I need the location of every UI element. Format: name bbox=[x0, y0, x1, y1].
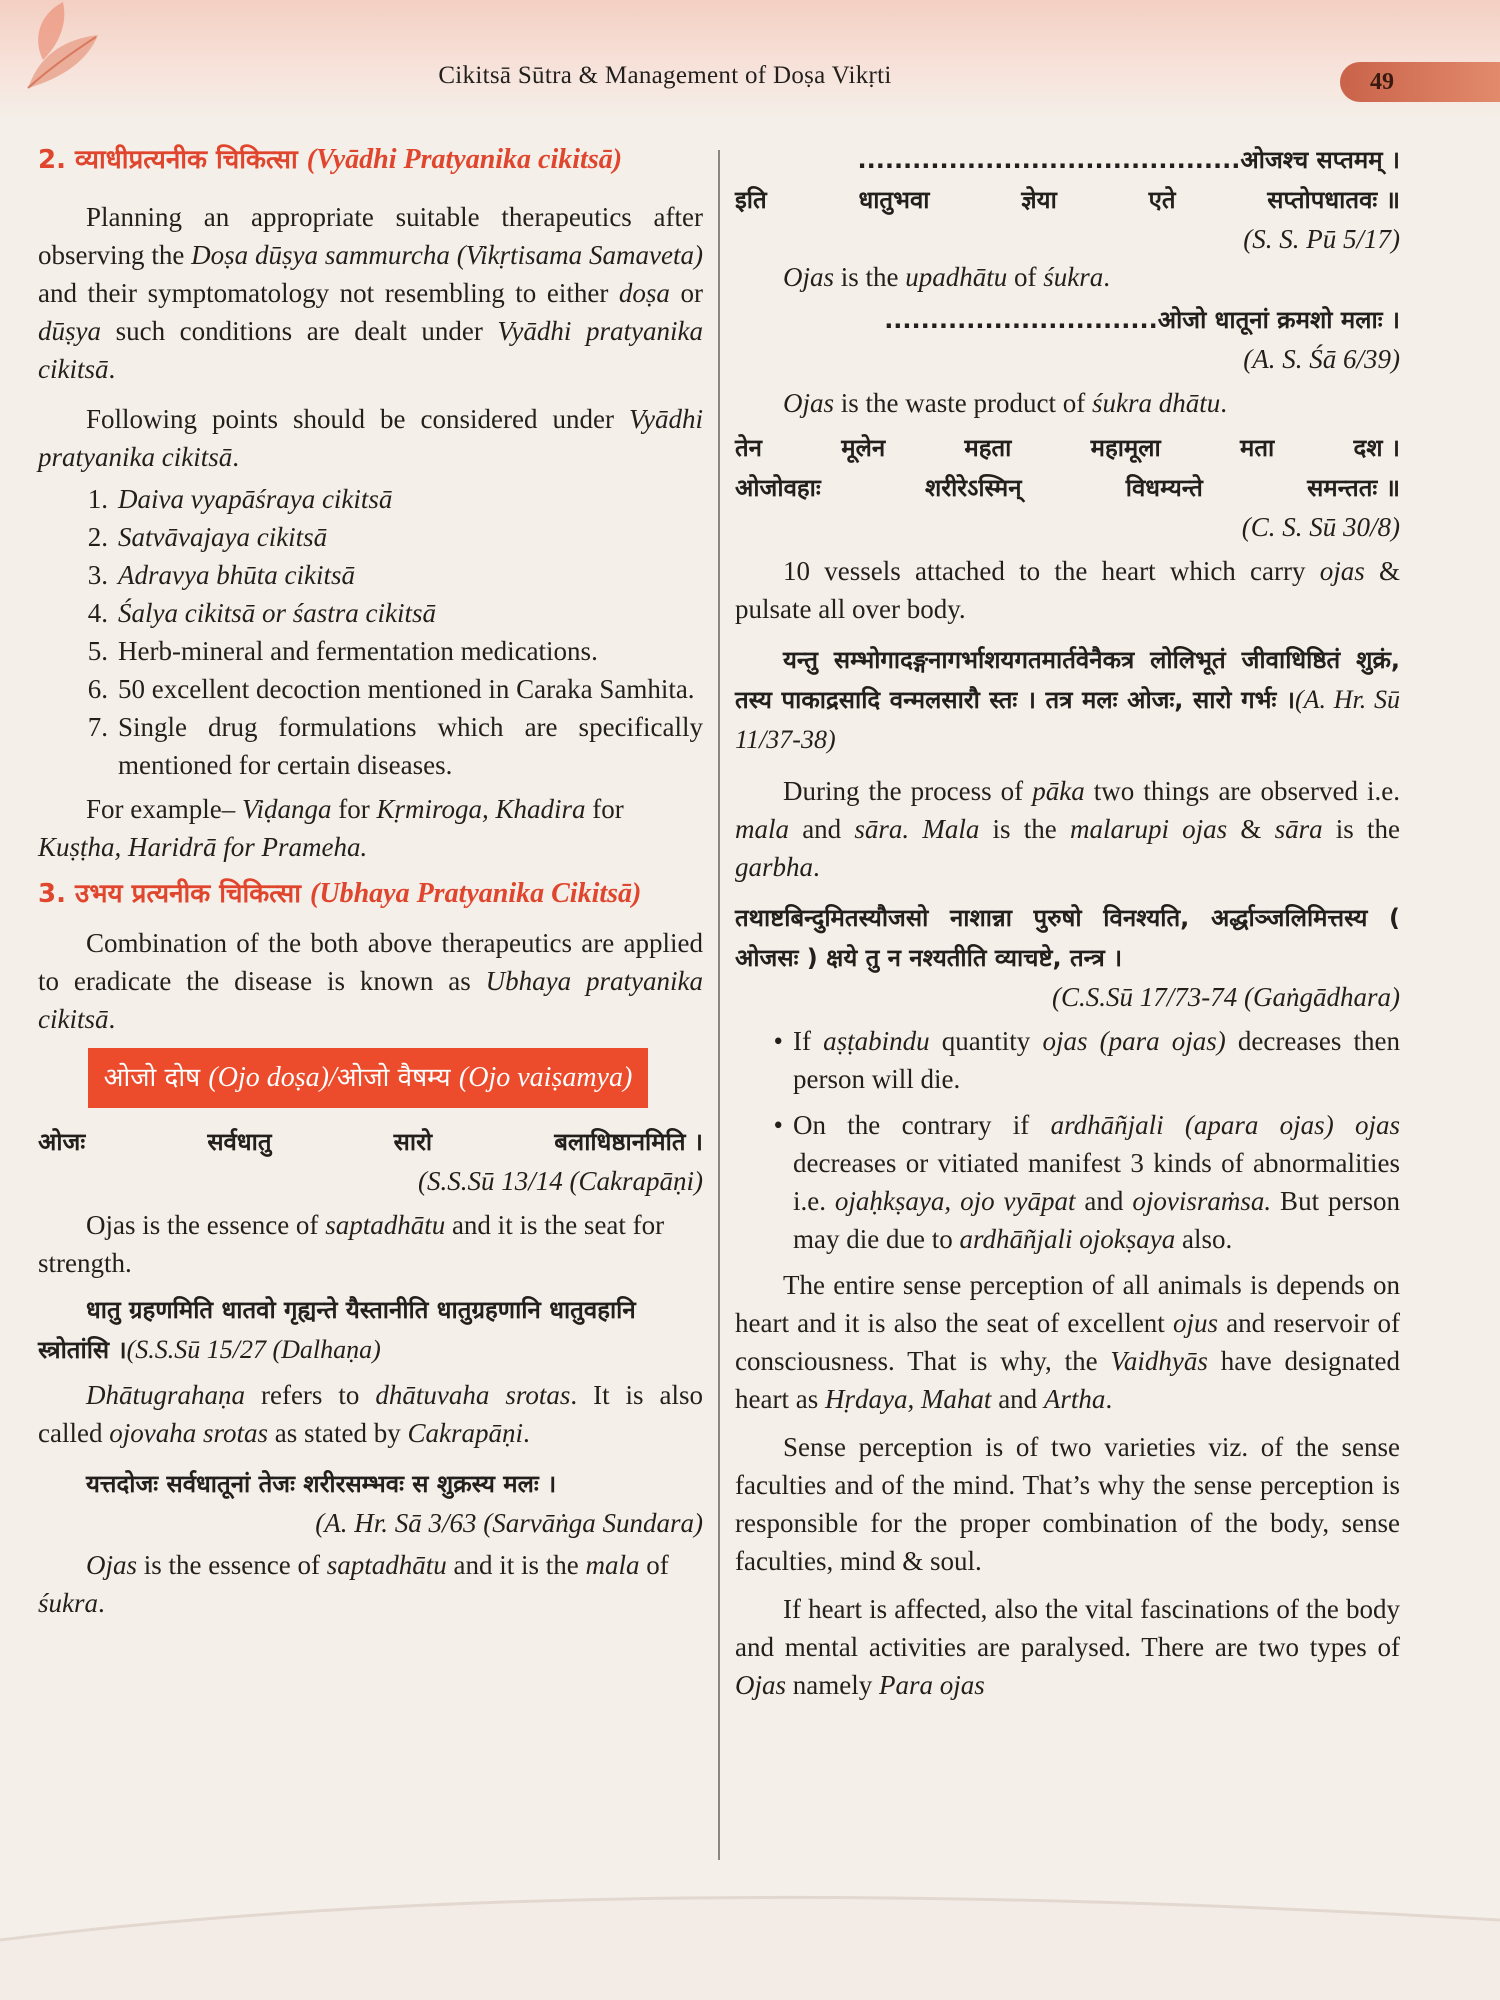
list-item: 7. Single drug formulations which are specifically mentioned for certain diseases. bbox=[87, 712, 703, 780]
list-item: 3. Adravya bhūta cikitsā bbox=[87, 560, 355, 590]
column-divider bbox=[718, 150, 720, 1860]
verse-yattadoja: यत्तदोजः सर्वधातूनां तेजः शरीरसम्भवः स शुक्रस्य मलः । bbox=[86, 1470, 557, 1498]
section-2-heading: 2. व्याधीप्रत्यनीक चिकित्सा (Vyādhi Pratyanika cikitsā) bbox=[38, 144, 623, 175]
verse-ojashca: ..........................................ओजश्च सप्तमम् । bbox=[857, 146, 1400, 174]
list-item: 5. Herb-mineral and fermentation medications. bbox=[87, 636, 598, 666]
paragraph-example: For example– Viḍanga for Kṛmiroga, Khadira for Kuṣṭha, Haridrā for Prameha. bbox=[38, 794, 624, 862]
running-title: Cikitsā Sūtra & Management of Doṣa Vikṛti bbox=[438, 62, 892, 89]
paragraph-upadhatu: Ojas is the upadhātu of śukra. bbox=[783, 262, 1111, 292]
bottom-wave-ornament bbox=[0, 1880, 1500, 2000]
verse-ref: (S.S.Sū 13/14 (Cakrapāṇi) bbox=[418, 1166, 703, 1196]
paragraph-ojas-mala: Ojas is the essence of saptadhātu and it is the mala of śukra. bbox=[38, 1550, 669, 1618]
therapy-list bbox=[38, 480, 703, 784]
paragraph-10-vessels: 10 vessels attached to the heart which carry ojas & pulsate all over body. bbox=[735, 556, 1400, 624]
paragraph-sense-varieties: Sense perception is of two varieties viz. of the sense faculties and of the mind. That’s why the sense perception is responsible for the proper combination of the body, sense faculties, mind & soul. bbox=[735, 1432, 1400, 1576]
paragraph-ojas-essence: Ojas is the essence of saptadhātu and it is the seat for strength. bbox=[38, 1210, 665, 1278]
list-item: • On the contrary if ardhāñjali (apara ojas) ojas decreases or vitiated manifest 3 kinds of abnormalities i.e. ojaḥkṣaya, ojo vyāpat and ojovisraṁsa. But person may die due to ardhāñjali ojokṣaya also. bbox=[773, 1110, 1400, 1254]
paragraph-sense-heart: The entire sense perception of all animals is depends on heart and it is also the seat of excellent ojus and reservoir of consciousness. That is why, the Vaidhyās have designated heart as Hṛdaya, Mahat and Artha. bbox=[735, 1270, 1400, 1414]
verse-yantu-sambhogad: यन्तु सम्भोगादङ्गनागर्भाशयगतमार्तवेनैकत्र लोलिभूतं जीवाधिष्ठितं शुक्रं, तस्य पाकाद्रसादि वन्मलसारौ स्तः । तत्र मलः ओजः, सारो गर्भः ।(A. Hr. Sū 11/37-38) bbox=[735, 646, 1400, 754]
list-item: 4. Śalya cikitsā or śastra cikitsā bbox=[87, 598, 436, 628]
left-column bbox=[38, 140, 703, 1622]
paragraph-paka: During the process of pāka two things are observed i.e. mala and sāra. Mala is the malarupi ojas & sāra is the garbha. bbox=[735, 776, 1400, 882]
header-band bbox=[0, 0, 1500, 120]
list-item: 6. 50 excellent decoction mentioned in Caraka Samhita. bbox=[87, 674, 695, 704]
verse-ref: (C. S. Sū 30/8) bbox=[1241, 512, 1400, 542]
verse-ojah: ओजः सर्वधातु सारो बलाधिष्ठानमिति । bbox=[38, 1128, 703, 1156]
verse-tena-mulena: तेन मूलेन महता महामूला मता दश । bbox=[735, 434, 1400, 462]
paragraph-following: Following points should be considered under Vyādhi pratyanika cikitsā. bbox=[38, 404, 703, 472]
list-item: • If aṣṭabindu quantity ojas (para ojas) decreases then person will die. bbox=[773, 1026, 1400, 1094]
paragraph-heart-affected: If heart is affected, also the vital fascinations of the body and mental activities are paralysed. There are two types of Ojas namely Para ojas bbox=[735, 1594, 1400, 1700]
verse-ojo-dhatunam: ..............................ओजो धातूनां क्रमशो मलाः । bbox=[884, 306, 1400, 334]
verse-ojovahah: ओजोवहाः शरीरेऽस्मिन् विधम्यन्ते समन्ततः ॥ bbox=[735, 474, 1400, 502]
ojo-dosa-banner: ओजो दोष (Ojo doṣa)/ओजो वैषम्य (Ojo vaiṣamya) bbox=[88, 1048, 648, 1108]
paragraph-combination: Combination of the both above therapeutics are applied to eradicate the disease is known as Ubhaya pratyanika cikitsā. bbox=[38, 928, 703, 1034]
verse-ref: (A. Hr. Sā 3/63 (Sarvāṅga Sundara) bbox=[315, 1508, 703, 1538]
verse-ref: (S. S. Pū 5/17) bbox=[1243, 224, 1400, 254]
paragraph-dhatugrahana: Dhātugrahaṇa refers to dhātuvaha srotas. It is also called ojovaha srotas as stated by Cakrapāṇi. bbox=[38, 1380, 704, 1448]
verse-tathashtabindu: तथाष्टबिन्दुमितस्यौजसो नाशान्ना पुरुषो विनश्यति, अर्द्धाञ्जलिमित्तस्य ( ओजसः ) क्षये तु न नश्यतीति व्याचष्टे, तन्त्र । bbox=[735, 904, 1400, 972]
list-item: 2. Satvāvajaya cikitsā bbox=[87, 522, 328, 552]
verse-dhatu-grahana: धातु ग्रहणमिति धातवो गृह्यन्ते यैस्तानीति धातुग्रहणानि धातुवहानि स्त्रोतांसि ।(S.S.Sū 15/27 (Dalhaṇa) bbox=[38, 1296, 636, 1364]
section-3-heading: 3. उभय प्रत्यनीक चिकित्सा (Ubhaya Pratyanika Cikitsā) bbox=[38, 878, 642, 909]
paragraph-waste-product: Ojas is the waste product of śukra dhātu. bbox=[783, 388, 1227, 418]
ojas-bullet-list bbox=[735, 1022, 1400, 1258]
list-item: 1. Daiva vyapāśraya cikitsā bbox=[87, 484, 393, 514]
verse-iti-dhatubhava: इति धातुभवा ज्ञेया एते सप्तोपधातवः ॥ bbox=[735, 186, 1400, 214]
page-number: 49 bbox=[1340, 62, 1500, 102]
verse-ref: (A. S. Śā 6/39) bbox=[1243, 344, 1400, 374]
paragraph-planning: Planning an appropriate suitable therapeutics after observing the Doṣa dūṣya sammurcha (Vikṛtisama Samaveta) and their symptomatology not resembling to either doṣa or dūṣya such conditions are dealt under Vyādhi pratyanika cikitsā. bbox=[38, 202, 703, 384]
right-column bbox=[735, 140, 1400, 1704]
verse-ref: (C.S.Sū 17/73-74 (Gaṅgādhara) bbox=[1052, 982, 1400, 1012]
